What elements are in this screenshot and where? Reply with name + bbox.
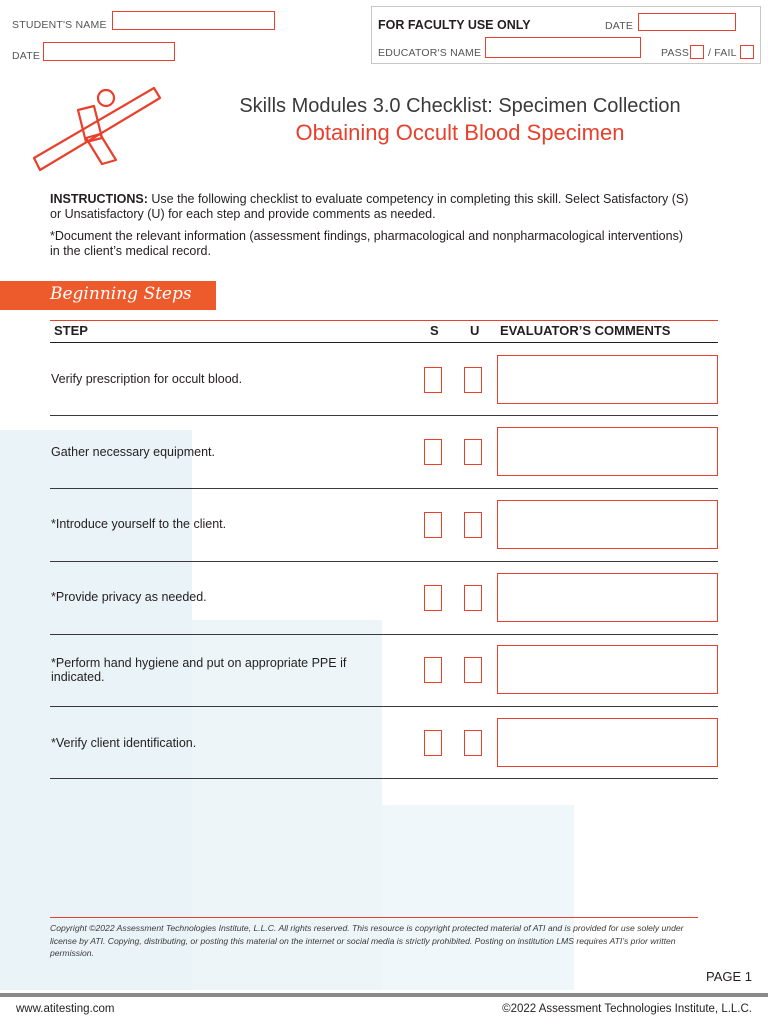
- satisfactory-checkbox[interactable]: [424, 439, 442, 465]
- comment-field[interactable]: [497, 645, 718, 694]
- step-text: *Perform hand hygiene and put on appropriate PPE if indicated.: [51, 656, 347, 684]
- satisfactory-checkbox[interactable]: [424, 657, 442, 683]
- col-s-header: S: [430, 323, 439, 338]
- step-text: Gather necessary equipment.: [51, 445, 215, 459]
- col-u-header: U: [470, 323, 480, 338]
- unsatisfactory-checkbox[interactable]: [464, 512, 482, 538]
- instructions-text: Use the following checklist to evaluate competency in completing this skill. Select Satisfactory (S) or Unsatisfactory (U) for each step and provide comments as needed.: [50, 192, 689, 221]
- comment-field[interactable]: [497, 573, 718, 622]
- faculty-date-label: DATE: [605, 20, 634, 32]
- row-divider: [50, 488, 718, 489]
- student-name-field[interactable]: [112, 11, 275, 30]
- step-text: *Provide privacy as needed.: [51, 590, 207, 604]
- copyright-notice: Copyright ©2022 Assessment Technologies Institute, L.L.C. All rights reserved. This resource is copyright protected material of ATI and is provided for use solely under license by ATI. Copying, distributing, or posting this material on the internet or social media is strictly prohibited. Posting on institution LMS requires ATI’s prior written permission.: [50, 923, 684, 958]
- unsatisfactory-checkbox[interactable]: [464, 657, 482, 683]
- section-rule: [50, 320, 216, 321]
- page-subtitle: Obtaining Occult Blood Specimen: [295, 120, 625, 145]
- comment-field[interactable]: [497, 500, 718, 549]
- col-step-header: STEP: [54, 323, 88, 338]
- satisfactory-checkbox[interactable]: [424, 585, 442, 611]
- educator-name-field[interactable]: [485, 37, 641, 58]
- fail-checkbox[interactable]: [740, 45, 754, 59]
- step-text: Verify prescription for occult blood.: [51, 372, 243, 386]
- unsatisfactory-checkbox[interactable]: [464, 730, 482, 756]
- header-rule: [50, 342, 718, 343]
- educator-name-label: EDUCATOR'S NAME: [378, 47, 482, 59]
- row-divider: [50, 778, 718, 779]
- unsatisfactory-checkbox[interactable]: [464, 439, 482, 465]
- footer-bar: [0, 993, 768, 997]
- section-rule: [216, 320, 718, 321]
- comment-field[interactable]: [497, 427, 718, 476]
- footer-rule: [50, 917, 698, 918]
- student-date-label: DATE: [12, 50, 41, 62]
- row-divider: [50, 706, 718, 707]
- faculty-title: FOR FACULTY USE ONLY: [378, 18, 531, 32]
- satisfactory-checkbox[interactable]: [424, 512, 442, 538]
- step-text: *Introduce yourself to the client.: [51, 517, 227, 531]
- col-comments-header: EVALUATOR’S COMMENTS: [500, 323, 671, 338]
- satisfactory-checkbox[interactable]: [424, 730, 442, 756]
- instructions-paragraph: [50, 192, 690, 221]
- unsatisfactory-checkbox[interactable]: [464, 585, 482, 611]
- row-divider: [50, 634, 718, 635]
- faculty-date-field[interactable]: [638, 13, 736, 31]
- satisfactory-checkbox[interactable]: [424, 367, 442, 393]
- instructions-note: *Document the relevant information (assessment findings, pharmacological and nonpharmacological interventions) in the client’s medical record.: [50, 229, 683, 258]
- student-name-label: STUDENT'S NAME: [12, 19, 107, 31]
- unsatisfactory-checkbox[interactable]: [464, 367, 482, 393]
- section-title: Beginning Steps: [50, 284, 192, 304]
- row-divider: [50, 415, 718, 416]
- row-divider: [50, 561, 718, 562]
- fail-label: / FAIL: [708, 47, 737, 59]
- page-title: Skills Modules 3.0 Checklist: Specimen Collection: [239, 95, 681, 117]
- company-credit: ©2022 Assessment Technologies Institute, L.L.C.: [502, 1003, 752, 1015]
- background-panel: [0, 430, 192, 990]
- instructions: [50, 192, 690, 258]
- background-panel: [382, 805, 574, 990]
- step-text: *Verify client identification.: [51, 736, 197, 750]
- pass-label: PASS: [661, 47, 690, 59]
- comment-field[interactable]: [497, 355, 718, 404]
- instructions-lead: INSTRUCTIONS:: [50, 192, 148, 206]
- student-date-field[interactable]: [43, 42, 175, 61]
- website-link[interactable]: www.atitesting.com: [16, 1003, 115, 1015]
- pass-checkbox[interactable]: [690, 45, 704, 59]
- comment-field[interactable]: [497, 718, 718, 767]
- page-number: PAGE 1: [705, 969, 752, 984]
